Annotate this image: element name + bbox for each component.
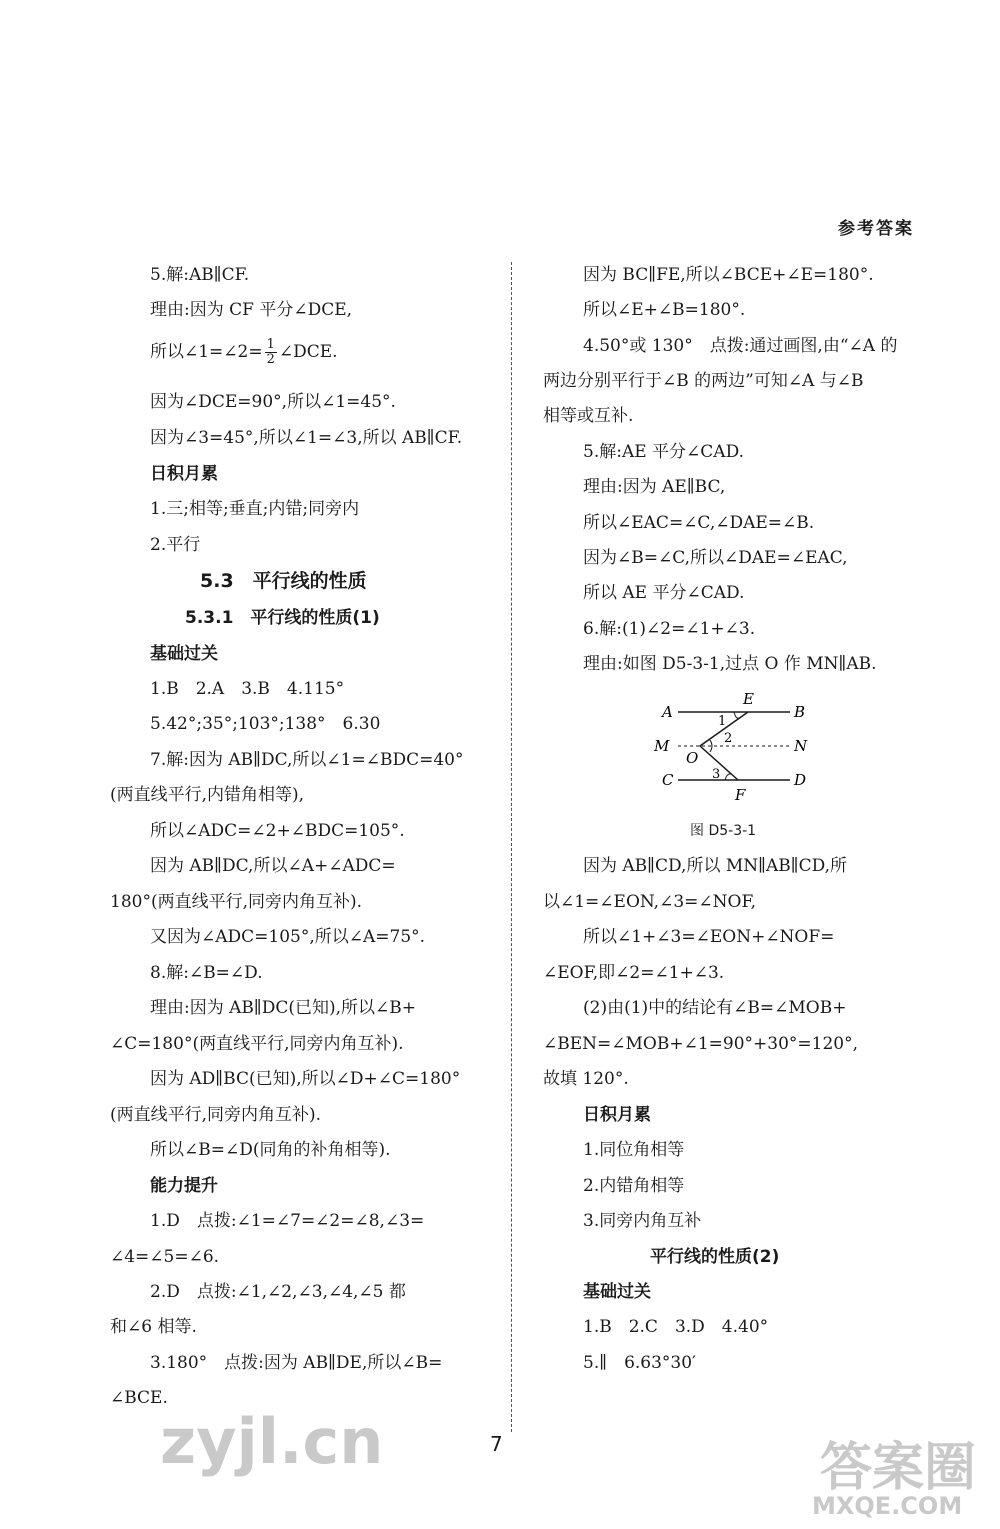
daily-item-1: 1.三;相等;垂直;内错;同旁内 <box>150 499 360 519</box>
q5-line3-post: ∠DCE. <box>278 342 338 362</box>
label-a: A <box>662 703 673 721</box>
column-divider <box>511 262 512 1432</box>
ability-1b: ∠4=∠5=∠6. <box>110 1247 220 1267</box>
label-angle-3: 3 <box>712 767 721 782</box>
daily-heading-left: 日积月累 <box>150 464 218 484</box>
r-line-11: 6.解:(1)∠2=∠1+∠3. <box>583 619 756 639</box>
q7-line4: 因为 AB∥DC,所以∠A+∠ADC= <box>150 856 396 876</box>
subsection-2-title: 平行线的性质(2) <box>650 1247 780 1267</box>
label-m: M <box>654 737 670 755</box>
fraction-denominator: 2 <box>266 352 275 367</box>
figure-d5-3-1 <box>650 688 820 806</box>
basic-right-1: 1.B 2.C 3.D 4.40° <box>583 1317 769 1337</box>
label-angle-2: 2 <box>724 731 733 746</box>
r-line-7: 理由:因为 AE∥BC, <box>583 477 726 497</box>
ability-1a: 1.D 点拨:∠1=∠7=∠2=∠8,∠3= <box>150 1211 425 1231</box>
q7-line6: 又因为∠ADC=105°,所以∠A=75°. <box>150 927 426 947</box>
q8-line1: 8.解:∠B=∠D. <box>150 963 263 983</box>
ability-2b: 和∠6 相等. <box>110 1317 197 1337</box>
q7-line1: 7.解:因为 AB∥DC,所以∠1=∠BDC=40° <box>150 750 464 770</box>
q5-line3 <box>150 338 338 367</box>
label-d: D <box>794 771 807 789</box>
ability-2a: 2.D 点拨:∠1,∠2,∠3,∠4,∠5 都 <box>150 1282 406 1302</box>
watermark-right-bottom: MXQE.COM <box>812 1492 963 1520</box>
basic-answers-1: 1.B 2.A 3.B 4.115° <box>150 679 345 699</box>
r-line-6: 5.解:AE 平分∠CAD. <box>583 442 744 462</box>
q7-line3: 所以∠ADC=∠2+∠BDC=105°. <box>150 821 405 841</box>
q8-line2: 理由:因为 AB∥DC(已知),所以∠B+ <box>150 998 417 1018</box>
r-line-1: 因为 BC∥FE,所以∠BCE+∠E=180°. <box>583 265 874 285</box>
watermark-left: zyjl.cn <box>160 1405 384 1478</box>
ability-heading: 能力提升 <box>150 1176 218 1196</box>
r-line-10: 所以 AE 平分∠CAD. <box>583 583 745 603</box>
q5-line4: 因为∠DCE=90°,所以∠1=45°. <box>150 392 396 412</box>
q7-line2: (两直线平行,内错角相等), <box>110 785 305 805</box>
q8-line3: ∠C=180°(两直线平行,同旁内角互补). <box>110 1034 404 1054</box>
r-line-4: 两边分别平行于∠B 的两边”可知∠A 与∠B <box>543 371 864 391</box>
r-line-3: 4.50°或 130° 点拨:通过画图,由“∠A 的 <box>583 336 898 356</box>
r-line-12: 理由:如图 D5-3-1,过点 O 作 MN∥AB. <box>583 654 877 674</box>
basic-heading-right: 基础过关 <box>583 1282 651 1302</box>
q8-line5: (两直线平行,同旁内角互补). <box>110 1105 322 1125</box>
basic-right-2: 5.∥ 6.63°30′ <box>583 1353 696 1373</box>
r-line-9: 因为∠B=∠C,所以∠DAE=∠EAC, <box>583 548 848 568</box>
r-line-8: 所以∠EAC=∠C,∠DAE=∠B. <box>583 513 815 533</box>
r-line-13: 因为 AB∥CD,所以 MN∥AB∥CD,所 <box>583 856 848 876</box>
daily-right-1: 1.同位角相等 <box>583 1140 685 1160</box>
label-n: N <box>794 737 808 755</box>
watermark-right-top: 答案圈 <box>820 1438 977 1498</box>
r-line-17: (2)由(1)中的结论有∠B=∠MOB+ <box>583 998 847 1018</box>
q8-line4: 因为 AD∥BC(已知),所以∠D+∠C=180° <box>150 1069 461 1089</box>
page-number: 7 <box>490 1432 503 1456</box>
daily-right-3: 3.同旁内角互补 <box>583 1211 702 1231</box>
section-title: 5.3 平行线的性质 <box>200 570 367 592</box>
q5-line3-pre: 所以∠1=∠2= <box>150 342 263 362</box>
q5-line5: 因为∠3=45°,所以∠1=∠3,所以 AB∥CF. <box>150 428 463 448</box>
q7-line5: 180°(两直线平行,同旁内角互补). <box>110 892 363 912</box>
label-c: C <box>662 771 674 789</box>
angle-3-arc <box>725 774 731 780</box>
r-line-5: 相等或互补. <box>543 406 634 426</box>
daily-right-2: 2.内错角相等 <box>583 1176 685 1196</box>
r-line-15: 所以∠1+∠3=∠EON+∠NOF= <box>583 927 835 947</box>
label-angle-1: 1 <box>718 714 727 729</box>
r-line-19: 故填 120°. <box>543 1069 629 1089</box>
basic-answers-2: 5.42°;35°;103°;138° 6.30 <box>150 714 381 734</box>
label-o: O <box>686 749 699 767</box>
label-b: B <box>794 703 806 721</box>
figure-caption: 图 D5-3-1 <box>690 823 757 839</box>
subsection-title: 5.3.1 平行线的性质(1) <box>185 608 380 628</box>
daily-item-2: 2.平行 <box>150 535 201 555</box>
basic-heading-left: 基础过关 <box>150 644 218 664</box>
fraction <box>265 338 277 367</box>
ability-3a: 3.180° 点拨:因为 AB∥DE,所以∠B= <box>150 1353 443 1373</box>
fraction-numerator: 1 <box>266 337 275 352</box>
ability-3b: ∠BCE. <box>110 1388 168 1408</box>
header-title: 参考答案 <box>838 219 914 239</box>
r-line-2: 所以∠E+∠B=180°. <box>583 300 746 320</box>
q5-reason: 理由:因为 CF 平分∠DCE, <box>150 300 353 320</box>
r-line-14: 以∠1=∠EON,∠3=∠NOF, <box>543 892 756 912</box>
r-line-18: ∠BEN=∠MOB+∠1=90°+30°=120°, <box>543 1034 858 1054</box>
r-line-16: ∠EOF,即∠2=∠1+∠3. <box>543 963 725 983</box>
daily-heading-right: 日积月累 <box>583 1105 651 1125</box>
q5-title: 5.解:AB∥CF. <box>150 265 250 285</box>
label-f: F <box>735 786 746 804</box>
q8-line6: 所以∠B=∠D(同角的补角相等). <box>150 1140 391 1160</box>
label-e: E <box>743 690 754 708</box>
